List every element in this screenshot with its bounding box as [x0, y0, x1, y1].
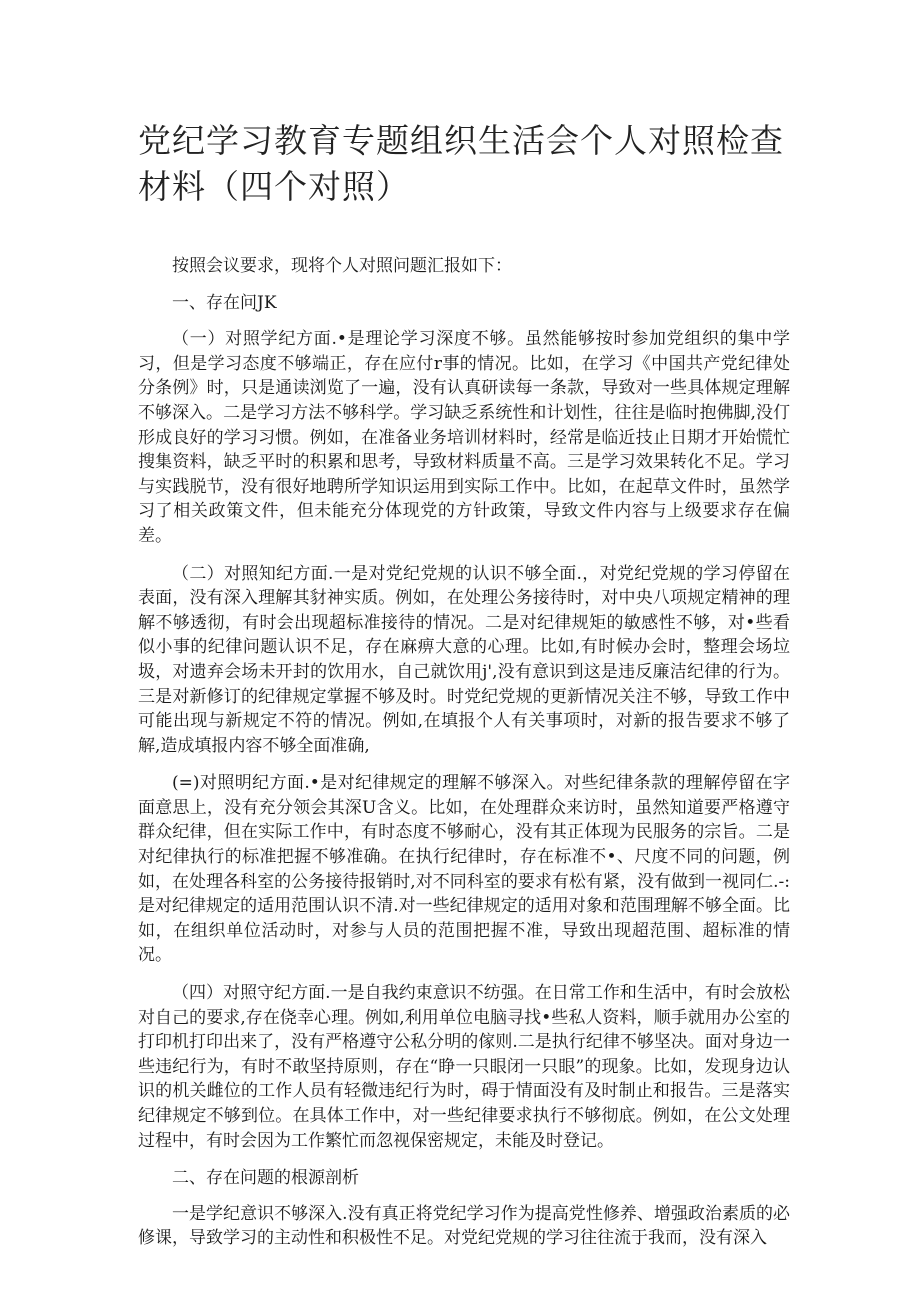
- intro-paragraph: 按照会议要求，现将个人对照问题汇报如下：: [172, 256, 512, 276]
- document-page: [138, 118, 790, 1264]
- document-title: 党纪学习教育专题组织生活会个人对照检查材料（四个对照）: [138, 121, 784, 206]
- item-1-paragraph: （一）对照学纪方面.•是理论学习深度不够。虽然能够按时参加党组织的集中学习，但是学习态度不够端正，存在应付r事的情况。比如，在学习《中国共产党纪律处分条例》时，只是通读浏览了一遍，没有认真研读每一条款，导致对一些具体规定理解不够深入。二是学习方法不够科学。学习缺乏系统性和计划性，往往是临时抱佛脚,没仃形成良好的学习习惯。例如，在准备业务培训材料时，经常是临近技止日期才开始慌忙搜集资料，缺乏平时的积累和思考，导致材料质量不高。三是学习效果转化不足。学习与实践脱节，没有很好地聘所学知识运用到实际工作中。比如，在起草文件时，虽然学习了相关政策文件，但未能充分体现党的方针政策，导致文件内容与上级要求存在偏差。: [138, 329, 790, 546]
- item-2-paragraph: （二）对照知纪方面.一是对党纪党规的认识不够全面.，对党纪党规的学习停留在表面，没有深入理解其豺神实质。例如，在处理公务接待时，对中央八项规定精神的理解不够透彻，有时会出现超标准接待的情况。二是对纪律规矩的敏感性不够，对•些看似小事的纪律问题认识不足，存在麻痹大意的心理。比如,有时候办会时，整理会场垃圾，对遗弃会场未开封的饮用水，自己就饮用j',没有意识到这是违反廉洁纪律的行为。三是对新修订的纪律规定掌握不够及时。时党纪党规的更新情况关注不够，导致工作中可能出现与新规定不符的情况。例如,在填报个人有关事项时，对新的报告要求不够了解,造成填报内容不够全面准确,: [138, 563, 790, 756]
- analysis-1-paragraph: 一是学纪意识不够深入.没有真正将党纪学习作为提高党性修养、增强政治素质的必修课，导致学习的主动性和积极性不足。对党纪党规的学习往往流于我而，没有深入: [138, 1203, 790, 1249]
- item-3-paragraph: (=)对照明纪方面.•是对纪律规定的理解不够深入。对些纪律条款的理解停留在字面意思上，没有充分领会其深U含义。比如，在处理群众来访时，虽然知道要严格遵守群众纪律，但在实际工作中，有时态度不够耐心，没有其正体现为民服务的宗旨。二是对纪律执行的标准把握不够准确。在执行纪律时，存在标准不•、尺度不同的问题，例如，在处理各科室的公务接待报销时,对不同科室的要求有松有紧，没有做到一视同仁.-:是对纪律规定的适用范围认识不清.对一些纪律规定的适用对象和范围理解不够全面。比如，在组织单位活动时，对参与人员的范围把握不准，导致出现超范围、超标准的情况。: [138, 773, 790, 966]
- section-1-heading: 一、存在问JK: [172, 292, 277, 313]
- section-2-heading: 二、存在问题的根源剖析: [172, 1168, 359, 1189]
- item-4-paragraph: （四）对照守纪方面.一是自我约束意识不纺强。在日常工作和生活中，有时会放松对自己的要求,存在侥幸心理。例如,利用单位电脑寻找•些私人资料，顺手就用办公室的打印机打印出来了，没有严格遵守公私分明的傢则.二是执行纪律不够坚决。面对身边一些违纪行为，有时不敢坚持原则，存在“睁一只眼闭一只眼”的现象。比如，发现身边认识的机关雌位的工作人员有轻微违纪行为时，碍于情面没有及时制止和报告。三是落实纪律规定不够到位。在具体工作中，对一些纪律要求执行不够彻底。例如，在公文处理过程中，有时会因为工作繁忙而忽视保密规定，未能及时登记。: [138, 983, 790, 1151]
